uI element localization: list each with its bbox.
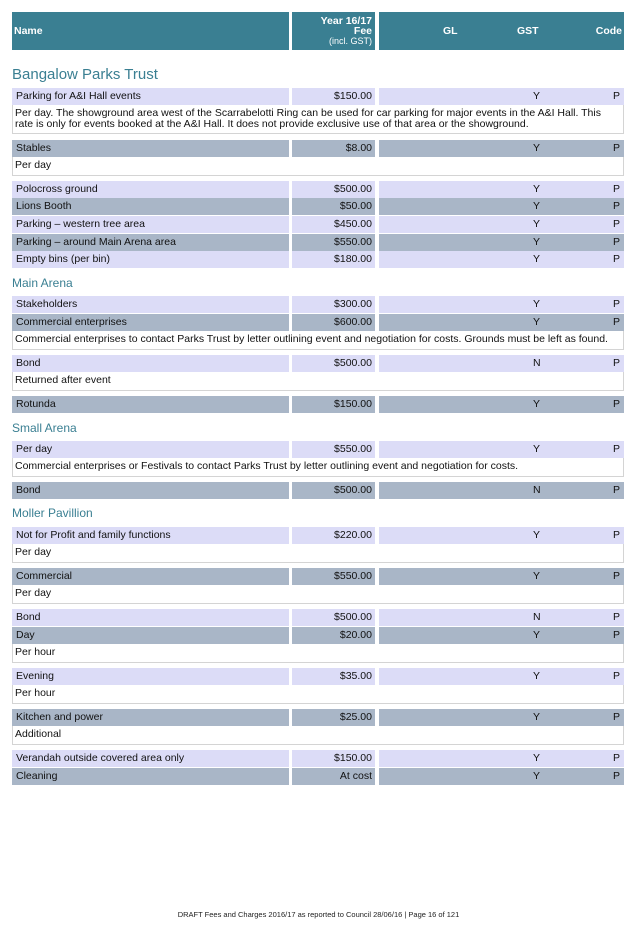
fee-cell — [292, 568, 375, 585]
row-note — [12, 685, 624, 704]
row-note-text: Per hour — [15, 687, 56, 699]
table-row — [12, 234, 624, 251]
row-name: Verandah outside covered area only — [16, 752, 185, 764]
table-row — [12, 768, 624, 785]
table-row — [12, 296, 624, 313]
row-code: P — [612, 253, 620, 265]
fee-cell — [292, 441, 375, 458]
gl-gst-code-cell — [379, 314, 624, 331]
gl-gst-code-cell — [379, 568, 624, 585]
row-code: P — [612, 484, 620, 496]
table-row — [12, 216, 624, 233]
row-fee: $550.00 — [334, 236, 372, 248]
row-gst: Y — [533, 711, 541, 723]
name-cell — [12, 251, 289, 268]
name-cell — [12, 88, 289, 105]
row-name: Cleaning — [16, 770, 58, 782]
gl-gst-code-cell — [379, 768, 624, 785]
table-row — [12, 140, 624, 157]
row-code: P — [612, 570, 620, 582]
row-gst: N — [533, 611, 541, 623]
row-name: Commercial enterprises — [16, 316, 127, 328]
row-name: Bond — [16, 484, 41, 496]
header-name: Name — [14, 25, 43, 37]
row-gst: Y — [533, 236, 541, 248]
name-cell — [12, 750, 289, 767]
name-cell — [12, 609, 289, 626]
table-row — [12, 609, 624, 626]
header-gst: GST — [517, 25, 539, 37]
row-fee: $600.00 — [334, 316, 372, 328]
row-gst: Y — [533, 398, 541, 410]
gl-gst-code-cell — [379, 396, 624, 413]
row-note — [12, 726, 624, 745]
row-code: P — [612, 711, 620, 723]
name-cell — [12, 234, 289, 251]
row-note-text: Per day. The showground area west of the Scarrabelotti Ring can be used for car parking for major events in the A&I Hall. This rate is only for events booked at the A&I Hall. It does not provide exclusive use of that area or the showground. — [15, 107, 601, 130]
table-row — [12, 709, 624, 726]
name-cell — [12, 216, 289, 233]
row-gst: N — [533, 484, 541, 496]
row-note-text: Per hour — [15, 646, 56, 658]
row-note-text: Per day — [15, 587, 52, 599]
row-code: P — [612, 443, 620, 455]
row-fee: At cost — [339, 770, 372, 782]
table-row — [12, 355, 624, 372]
row-code: P — [612, 670, 620, 682]
gl-gst-code-cell — [379, 88, 624, 105]
row-code: P — [612, 142, 620, 154]
gl-gst-code-cell — [379, 668, 624, 685]
row-name: Parking – western tree area — [16, 218, 145, 230]
row-fee: $150.00 — [334, 752, 372, 764]
row-code: P — [612, 200, 620, 212]
row-code: P — [612, 629, 620, 641]
header-fee-year: Year 16/17 — [320, 15, 372, 27]
table-row — [12, 88, 624, 105]
name-cell — [12, 296, 289, 313]
name-cell — [12, 709, 289, 726]
fee-cell — [292, 355, 375, 372]
row-fee: $300.00 — [334, 298, 372, 310]
gl-gst-code-cell — [379, 482, 624, 499]
row-note — [12, 544, 624, 563]
row-code: P — [612, 752, 620, 764]
name-cell — [12, 198, 289, 215]
gl-gst-code-cell — [379, 355, 624, 372]
fee-cell — [292, 482, 375, 499]
table-row — [12, 181, 624, 198]
row-gst: Y — [533, 770, 541, 782]
row-note-text: Commercial enterprises or Festivals to contact Parks Trust by letter outlining event and negotiation for costs. — [15, 460, 519, 472]
row-note-text: Returned after event — [15, 374, 111, 386]
row-note — [12, 105, 624, 134]
name-cell — [12, 668, 289, 685]
table-row — [12, 251, 624, 268]
row-code: P — [612, 316, 620, 328]
row-gst: Y — [533, 752, 541, 764]
row-name: Not for Profit and family functions — [16, 529, 171, 541]
row-gst: Y — [533, 298, 541, 310]
table-row — [12, 482, 624, 499]
row-code: P — [612, 398, 620, 410]
fee-cell — [292, 216, 375, 233]
row-gst: Y — [533, 629, 541, 641]
table-row — [12, 441, 624, 458]
row-code: P — [612, 183, 620, 195]
fee-cell — [292, 768, 375, 785]
gl-gst-code-cell — [379, 750, 624, 767]
fee-cell — [292, 140, 375, 157]
gl-gst-code-cell — [379, 234, 624, 251]
row-code: P — [612, 357, 620, 369]
row-fee: $50.00 — [339, 200, 372, 212]
row-fee: $450.00 — [334, 218, 372, 230]
row-code: P — [612, 611, 620, 623]
row-fee: $500.00 — [334, 484, 372, 496]
fee-cell — [292, 251, 375, 268]
row-name: Lions Booth — [16, 200, 72, 212]
row-fee: $150.00 — [334, 90, 372, 102]
name-cell — [12, 527, 289, 544]
table-row — [12, 314, 624, 331]
row-fee: $180.00 — [334, 253, 372, 265]
row-name: Per day — [16, 443, 53, 455]
section-title: Bangalow Parks Trust — [12, 66, 158, 83]
row-code: P — [612, 90, 620, 102]
fee-cell — [292, 88, 375, 105]
name-cell — [12, 314, 289, 331]
row-gst: Y — [533, 183, 541, 195]
fee-cell — [292, 709, 375, 726]
row-gst: Y — [533, 200, 541, 212]
row-fee: $35.00 — [339, 670, 372, 682]
row-fee: $550.00 — [334, 570, 372, 582]
row-code: P — [612, 218, 620, 230]
row-gst: N — [533, 357, 541, 369]
gl-gst-code-cell — [379, 441, 624, 458]
row-gst: Y — [533, 316, 541, 328]
gl-gst-code-cell — [379, 709, 624, 726]
name-cell — [12, 140, 289, 157]
table-row — [12, 396, 624, 413]
row-name: Bond — [16, 611, 41, 623]
gl-gst-code-cell — [379, 296, 624, 313]
name-cell — [12, 355, 289, 372]
name-cell — [12, 396, 289, 413]
gl-gst-code-cell — [379, 609, 624, 626]
row-name: Kitchen and power — [16, 711, 103, 723]
fee-cell — [292, 750, 375, 767]
row-name: Stables — [16, 142, 52, 154]
row-note — [12, 458, 624, 477]
table-row — [12, 198, 624, 215]
name-cell — [12, 627, 289, 644]
gl-gst-code-cell — [379, 198, 624, 215]
row-name: Polocross ground — [16, 183, 98, 195]
row-gst: Y — [533, 218, 541, 230]
row-name: Parking – around Main Arena area — [16, 236, 176, 248]
fee-cell — [292, 396, 375, 413]
row-name: Day — [16, 629, 35, 641]
row-name: Commercial — [16, 570, 73, 582]
section-title: Main Arena — [12, 276, 73, 290]
fee-cell — [292, 296, 375, 313]
gl-gst-code-cell — [379, 251, 624, 268]
fee-cell — [292, 609, 375, 626]
row-note — [12, 372, 624, 391]
row-name: Parking for A&I Hall events — [16, 90, 141, 102]
row-gst: Y — [533, 90, 541, 102]
row-name: Empty bins (per bin) — [16, 253, 110, 265]
fee-cell — [292, 314, 375, 331]
row-gst: Y — [533, 529, 541, 541]
section-title: Small Arena — [12, 421, 77, 435]
row-code: P — [612, 770, 620, 782]
page-footer: DRAFT Fees and Charges 2016/17 as reported to Council 28/06/16 | Page 16 of 121 — [177, 910, 460, 919]
row-note-text: Commercial enterprises to contact Parks Trust by letter outlining event and negotiation for costs. Grounds must be left as found. — [15, 333, 608, 345]
header-gl: GL — [443, 25, 458, 37]
table-row — [12, 568, 624, 585]
gl-gst-code-cell — [379, 140, 624, 157]
table-row — [12, 750, 624, 767]
row-fee: $220.00 — [334, 529, 372, 541]
row-code: P — [612, 298, 620, 310]
row-name: Bond — [16, 357, 41, 369]
fee-cell — [292, 198, 375, 215]
row-gst: Y — [533, 142, 541, 154]
name-cell — [12, 568, 289, 585]
header-fee: Fee — [353, 25, 372, 37]
row-note — [12, 644, 624, 663]
gl-gst-code-cell — [379, 527, 624, 544]
row-name: Stakeholders — [16, 298, 78, 310]
row-gst: Y — [533, 570, 541, 582]
name-cell — [12, 441, 289, 458]
name-cell — [12, 482, 289, 499]
row-fee: $150.00 — [334, 398, 372, 410]
row-code: P — [612, 529, 620, 541]
row-note — [12, 331, 624, 350]
fee-cell — [292, 181, 375, 198]
row-name: Rotunda — [16, 398, 56, 410]
table-row — [12, 668, 624, 685]
row-fee: $550.00 — [334, 443, 372, 455]
row-note — [12, 585, 624, 604]
row-note-text: Additional — [15, 728, 62, 740]
name-cell — [12, 768, 289, 785]
table-row — [12, 627, 624, 644]
header-fee-gst-note: (incl. GST) — [328, 36, 372, 46]
row-fee: $25.00 — [339, 711, 372, 723]
fee-cell — [292, 668, 375, 685]
row-note-text: Per day — [15, 546, 52, 558]
header-code: Code — [595, 25, 622, 37]
fee-cell — [292, 527, 375, 544]
gl-gst-code-cell — [379, 627, 624, 644]
table-row — [12, 527, 624, 544]
row-gst: Y — [533, 443, 541, 455]
row-fee: $8.00 — [345, 142, 372, 154]
row-gst: Y — [533, 670, 541, 682]
gl-gst-code-cell — [379, 216, 624, 233]
row-fee: $500.00 — [334, 611, 372, 623]
row-code: P — [612, 236, 620, 248]
row-fee: $500.00 — [334, 357, 372, 369]
row-fee: $20.00 — [339, 629, 372, 641]
row-note-text: Per day — [15, 159, 52, 171]
fee-cell — [292, 627, 375, 644]
row-gst: Y — [533, 253, 541, 265]
row-note — [12, 157, 624, 176]
row-fee: $500.00 — [334, 183, 372, 195]
row-name: Evening — [16, 670, 54, 682]
fee-cell — [292, 234, 375, 251]
gl-gst-code-cell — [379, 181, 624, 198]
name-cell — [12, 181, 289, 198]
section-title: Moller Pavillion — [12, 506, 93, 520]
